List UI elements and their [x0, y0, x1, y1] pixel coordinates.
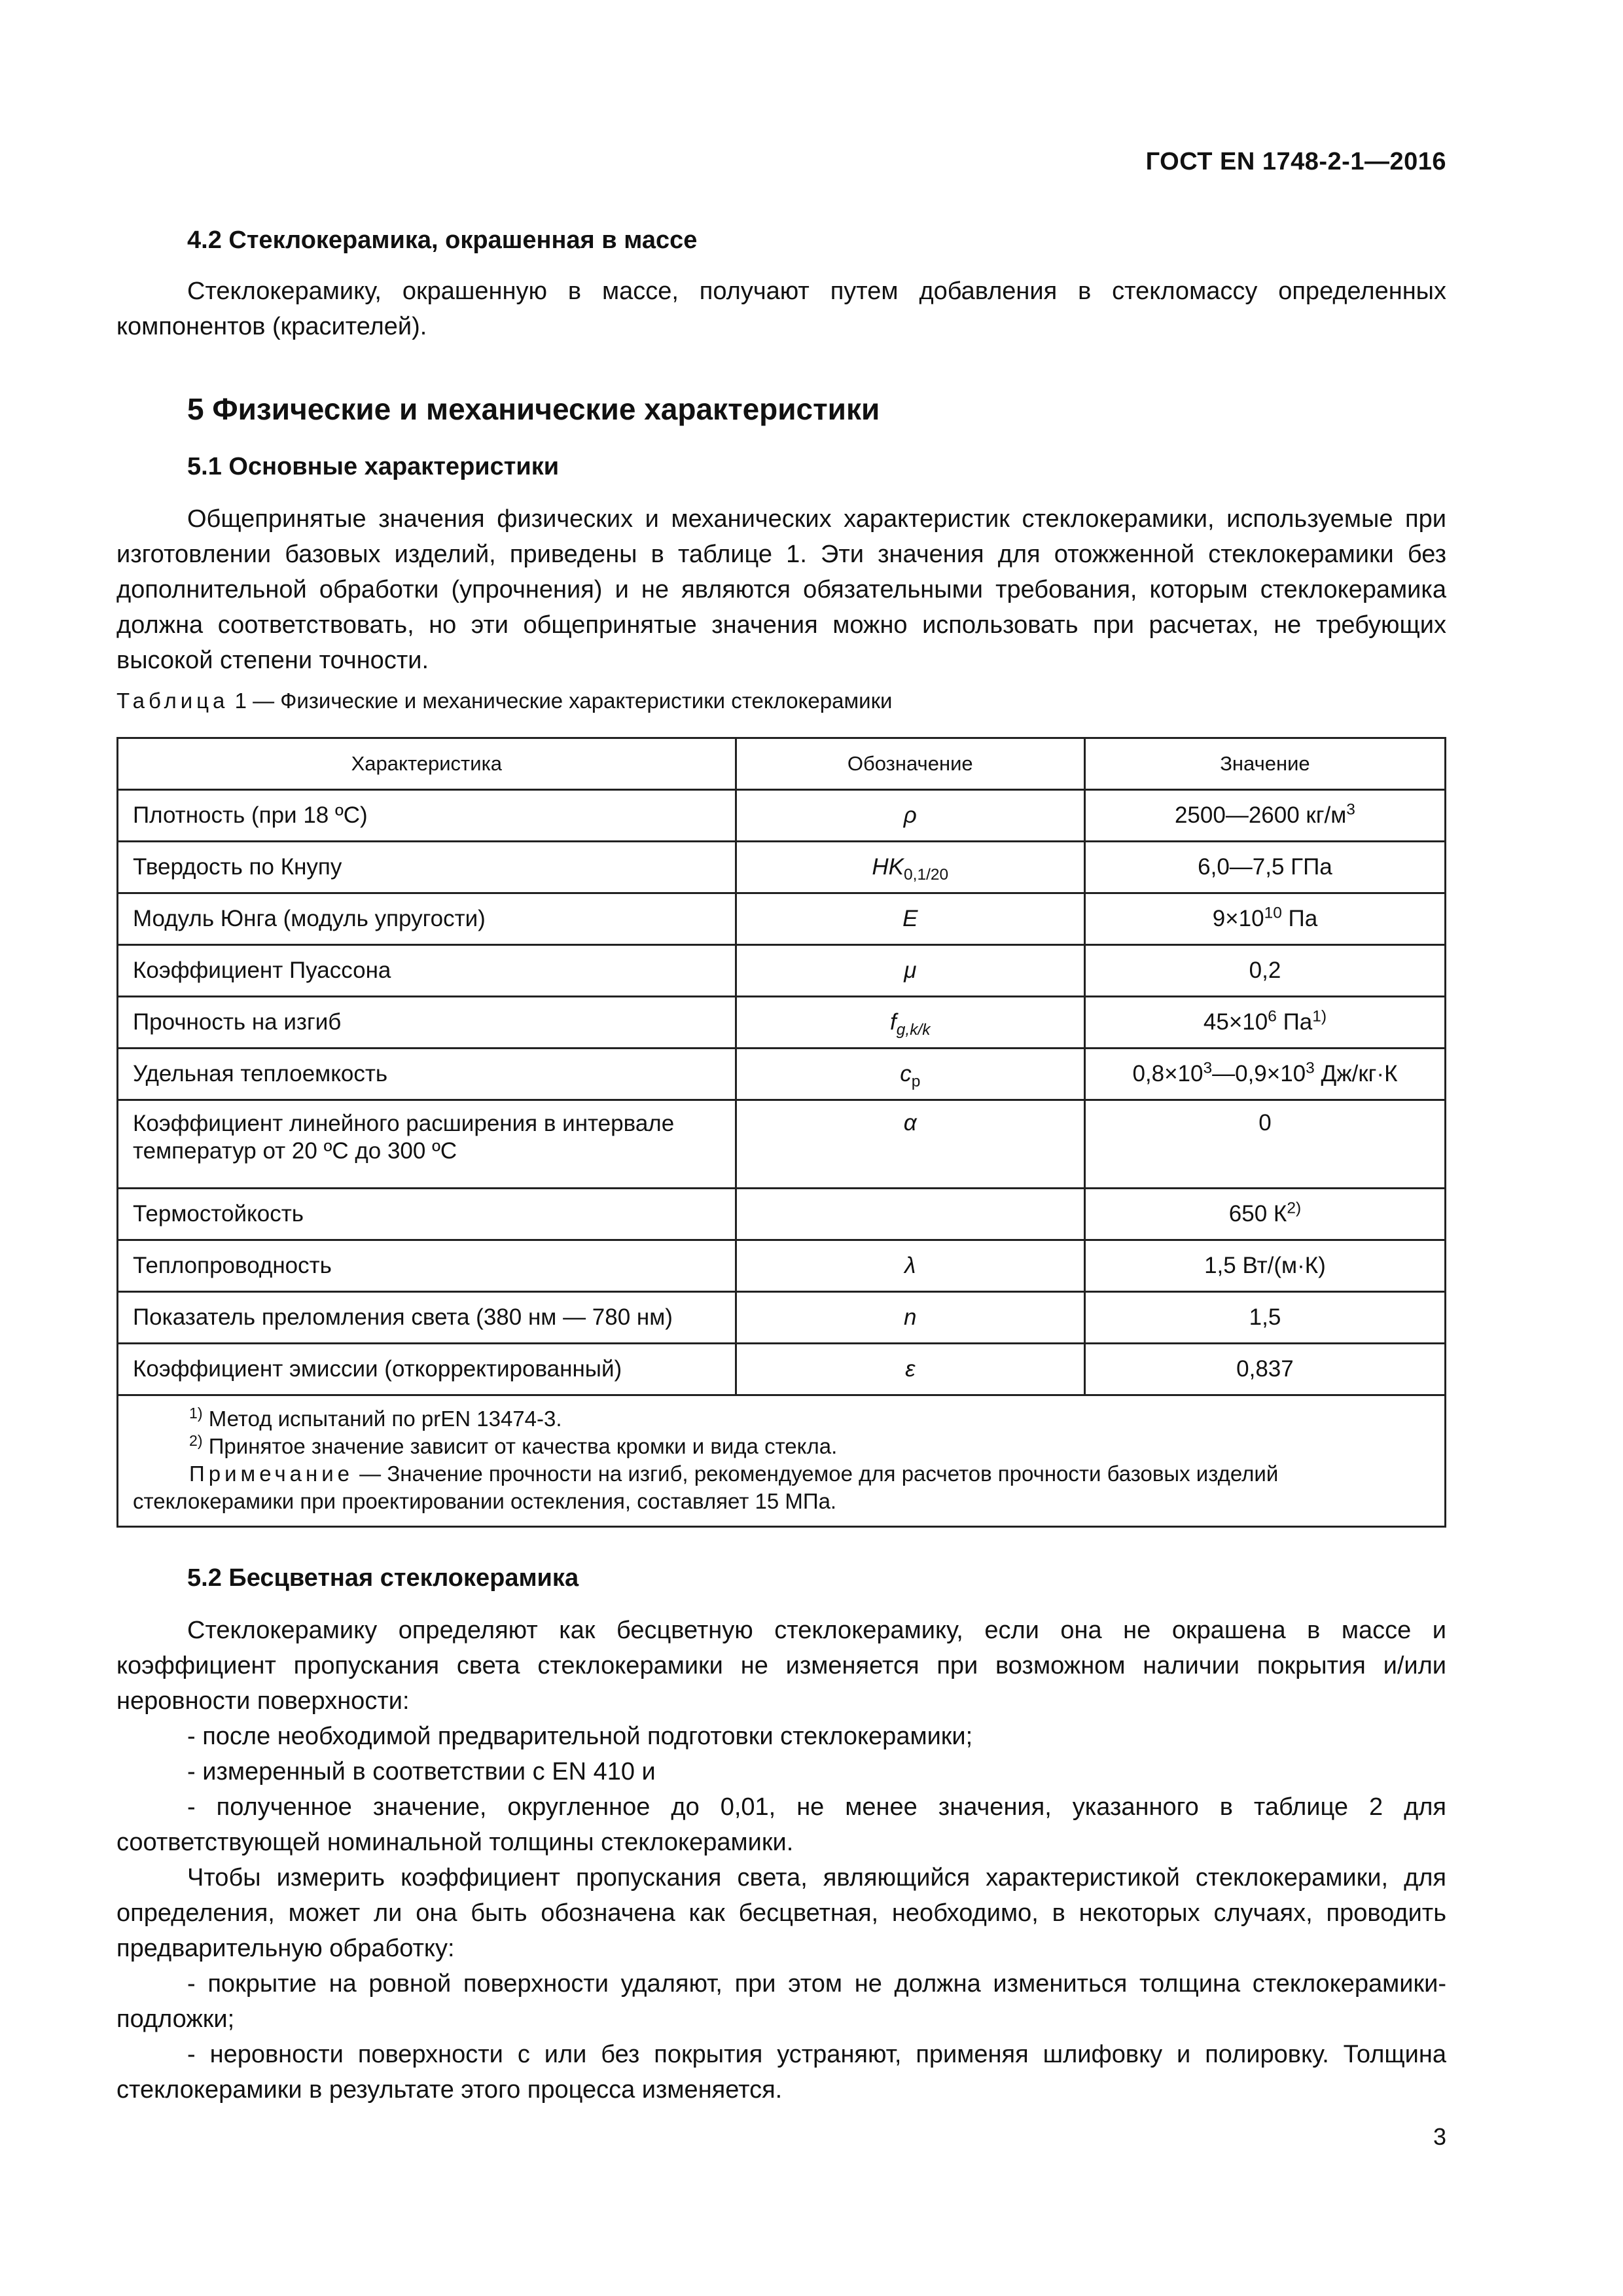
row-name: Коэффициент Пуассона: [118, 945, 736, 997]
footnote-1: $^{1)}$ Метод испытаний по prEN 13474-3.: [189, 1405, 562, 1431]
row-value: 0,2: [1084, 945, 1445, 997]
table-header-row: [118, 738, 1446, 790]
table-row: [118, 1049, 1446, 1100]
section-5-title: 5 Физические и механические характеристики: [187, 392, 880, 426]
table-notes: [118, 1395, 1446, 1527]
section-5-1-title: 5.1 Основные характеристики: [187, 453, 560, 480]
list-item: - полученное значение, округленное до 0,01, не менее значения, указанного в таблице 2 для соответствующей номинальной толщины стеклокерамики.: [116, 1793, 1446, 1856]
section-5-2-intro: Стеклокерамику определяют как бесцветную стеклокерамику, если она не окрашена в массе и коэффициент пропускания света стеклокерамики не изменяется при возможном наличии покрытия и/или неровности поверхности:: [116, 1617, 1446, 1715]
standard-code: ГОСТ EN 1748-2-1—2016: [1145, 148, 1446, 175]
header-characteristic: Характеристика: [118, 738, 736, 790]
table-row: [118, 997, 1446, 1049]
table-row: [118, 1240, 1446, 1292]
row-value: 2500—2600 $кг/м^3$: [1084, 790, 1445, 842]
table-row: [118, 1100, 1446, 1189]
row-name: Прочность на изгиб: [118, 997, 736, 1049]
table-note: Примечание — Значение прочности на изгиб, рекомендуемое для расчетов прочности базовых изделий стеклокерамики при проектировании остекления, составляет 15 МПа.: [133, 1462, 1279, 1513]
list-item: - измеренный в соответствии с EN 410 и: [187, 1758, 656, 1785]
table-1: [116, 737, 1446, 1528]
row-symbol: [736, 1189, 1084, 1240]
table-1-caption: Таблица 1 — Физические и механические характеристики стеклокерамики: [116, 689, 893, 713]
section-5-1-text: Общепринятые значения физических и механических характеристик стеклокерамики, используемые при изготовлении базовых изделий, приведены в таблице 1. Эти значения для отожженной стеклокерамики без дополнительной обработки (упрочнения) и не являются обязательными требования, которым стеклокерамика должна соответствовать, но эти общепринятые значения можно использовать при расчетах, не требующих высокой степени точности.: [116, 505, 1446, 674]
table-row: [118, 1344, 1446, 1395]
table-row: [118, 1292, 1446, 1344]
row-name: Коэффициент линейного расширения в интервале температур от 20 ºС до 300 ºС: [118, 1100, 736, 1189]
row-value: 0: [1084, 1100, 1445, 1189]
page-number: 3: [1433, 2123, 1446, 2150]
row-name: Модуль Юнга (модуль упругости): [118, 893, 736, 945]
row-name: Показатель преломления света (380 нм — 780 нм): [118, 1292, 736, 1344]
row-name: Плотность (при 18 ºС): [118, 790, 736, 842]
header-value: Значение: [1084, 738, 1445, 790]
table-row: [118, 842, 1446, 893]
row-value: 0,837: [1084, 1344, 1445, 1395]
section-5-2-title: 5.2 Бесцветная стеклокерамика: [187, 1564, 579, 1592]
row-symbol: n: [736, 1292, 1084, 1344]
row-symbol: $c_p$: [736, 1049, 1084, 1100]
row-symbol: λ: [736, 1240, 1084, 1292]
row-symbol: α: [736, 1100, 1084, 1189]
table-row: [118, 945, 1446, 997]
row-symbol: μ: [736, 945, 1084, 997]
footnote-2: $^{2)}$ Принятое значение зависит от качества кромки и вида стекла.: [189, 1432, 838, 1458]
list-item: - неровности поверхности с или без покрытия устраняют, применяя шлифовку и полировку. Толщина стеклокерамики в результате этого процесса изменяется.: [116, 2041, 1446, 2104]
row-name: Твердость по Кнупу: [118, 842, 736, 893]
section-4-2-text: Стеклокерамику, окрашенную в массе, получают путем добавления в стекломассу определенных компонентов (красителей).: [116, 278, 1446, 340]
row-symbol: $HK_{0,1/20}$: [736, 842, 1084, 893]
row-name: Коэффициент эмиссии (откорректированный): [118, 1344, 736, 1395]
row-symbol: E: [736, 893, 1084, 945]
document-page: [116, 0, 1446, 2296]
table-row: [118, 1189, 1446, 1240]
list-item: - покрытие на ровной поверхности удаляют, при этом не должна измениться толщина стеклокерамики-подложки;: [116, 1970, 1446, 2033]
table-notes-row: [118, 1395, 1446, 1527]
header-symbol: Обозначение: [736, 738, 1084, 790]
row-value: $0,8\times 10^3—0,9\times 10^3$ Дж/кг·К: [1084, 1049, 1445, 1100]
row-name: Термостойкость: [118, 1189, 736, 1240]
row-value: $9\times 10^{10}$ Па: [1084, 893, 1445, 945]
row-symbol: ε: [736, 1344, 1084, 1395]
row-name: Удельная теплоемкость: [118, 1049, 736, 1100]
row-symbol: ρ: [736, 790, 1084, 842]
table-row: [118, 893, 1446, 945]
row-value: $45\times 10^6$ $Па^{1)}$: [1084, 997, 1445, 1049]
table-row: [118, 790, 1446, 842]
row-value: 6,0—7,5 ГПа: [1084, 842, 1445, 893]
row-name: Теплопроводность: [118, 1240, 736, 1292]
row-symbol: $f_{g,k/k}$: [736, 997, 1084, 1049]
row-value: 1,5: [1084, 1292, 1445, 1344]
section-5-2-paragraph-2: Чтобы измерить коэффициент пропускания света, являющийся характеристикой стеклокерамики, для определения, может ли она быть обозначена как бесцветная, необходимо, в некоторых случаях, проводить предварительную обработку:: [116, 1864, 1446, 1962]
section-4-2-title: 4.2 Стеклокерамика, окрашенная в массе: [187, 226, 698, 254]
row-value: 1,5 Вт/(м·К): [1084, 1240, 1445, 1292]
list-item: - после необходимой предварительной подготовки стеклокерамики;: [187, 1723, 973, 1750]
row-value: 650 $К^{2)}$: [1084, 1189, 1445, 1240]
